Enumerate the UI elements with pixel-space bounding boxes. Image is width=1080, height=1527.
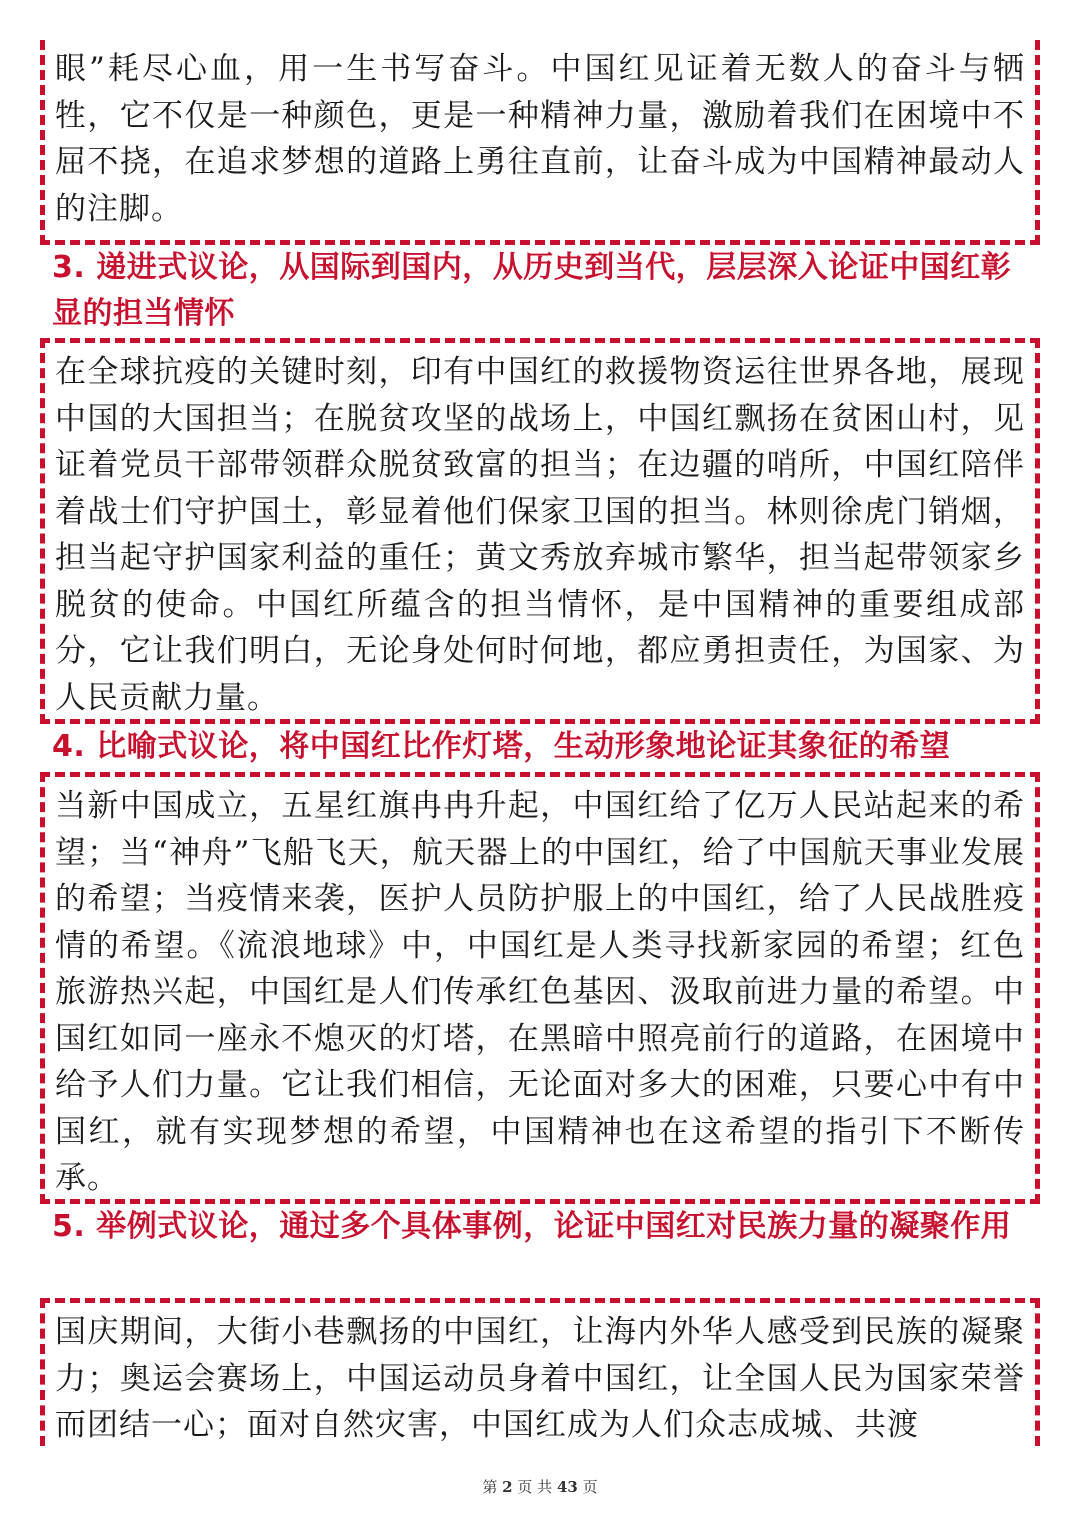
footer-suffix: 页 (582, 1478, 598, 1496)
page-footer (0, 1476, 1080, 1497)
text-box-1 (40, 40, 1040, 245)
footer-middle: 页 共 (517, 1478, 553, 1496)
footer-prefix: 第 (482, 1478, 498, 1496)
paragraph-1: 眼”耗尽心血，用一生书写奋斗。中国红见证着无数人的奋斗与牺牲，它不仅是一种颜色，更是一种精神力量，激励着我们在困境中不屈不挠，在追求梦想的道路上勇往直前，让奋斗成为中国精神最动人的注脚。 (55, 51, 1025, 227)
text-box-3 (40, 772, 1040, 1204)
page-total: 43 (556, 1478, 578, 1496)
section-heading-3: 3. 递进式议论，从国际到国内，从历史到当代，层层深入论证中国红彰显的担当情怀 (52, 250, 1012, 331)
paragraph-3: 当新中国成立，五星红旗冉冉升起，中国红给了亿万人民站起来的希望；当“神舟”飞船飞天，航天器上的中国红，给了中国航天事业发展的希望；当疫情来袭，医护人员防护服上的中国红，给了人民战胜疫情的希望。《流浪地球》中，中国红是人类寻找新家园的希望；红色旅游热兴起，中国红是人们传承红色基因、汲取前进力量的希望。中国红如同一座永不熄灭的灯塔，在黑暗中照亮前行的道路，在困境中给予人们力量。它让我们相信，无论面对多大的困难，只要心中有中国红，就有实现梦想的希望，中国精神也在这希望的指引下不断传承。 (55, 788, 1025, 1196)
section-heading-5: 5. 举例式议论，通过多个具体事例，论证中国红对民族力量的凝聚作用 (52, 1209, 1012, 1244)
text-box-4 (40, 1298, 1040, 1446)
paragraph-2: 在全球抗疫的关键时刻，印有中国红的救援物资运往世界各地，展现中国的大国担当；在脱贫攻坚的战场上，中国红飘扬在贫困山村，见证着党员干部带领群众脱贫致富的担当；在边疆的哨所，中国红陪伴着战士们守护国土，彰显着他们保家卫国的担当。林则徐虎门销烟，担当起守护国家利益的重任；黄文秀放弃城市繁华，担当起带领家乡脱贫的使命。中国红所蕴含的担当情怀，是中国精神的重要组成部分，它让我们明白，无论身处何时何地，都应勇担责任，为国家、为人民贡献力量。 (55, 354, 1025, 716)
page-number: 2 (502, 1478, 513, 1496)
text-box-2 (40, 338, 1040, 724)
section-heading-4: 4. 比喻式议论，将中国红比作灯塔，生动形象地论证其象征的希望 (52, 729, 951, 764)
paragraph-4: 国庆期间，大街小巷飘扬的中国红，让海内外华人感受到民族的凝聚力；奥运会赛场上，中国运动员身着中国红，让全国人民为国家荣誉而团结一心；面对自然灾害，中国红成为人们众志成城、共渡 (55, 1314, 1025, 1443)
